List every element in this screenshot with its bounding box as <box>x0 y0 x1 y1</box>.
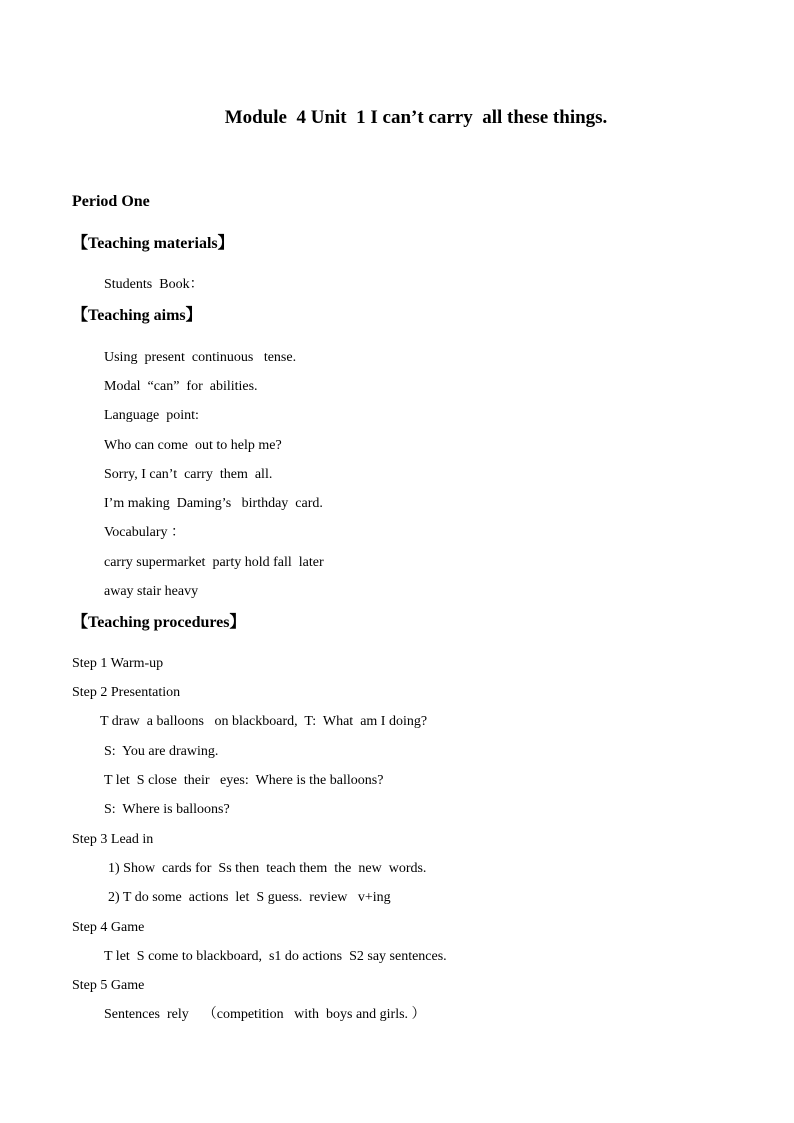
procedure-line: Sentences rely （competition with boys and girls. ） <box>104 1007 426 1022</box>
section-heading-aims: 【Teaching aims】 <box>72 307 202 324</box>
period-label: Period One <box>72 193 150 210</box>
procedure-step: Step 2 Presentation <box>72 685 181 700</box>
procedure-line: S: Where is balloons? <box>104 802 230 817</box>
aims-line: Vocabulary ： <box>104 525 185 540</box>
aims-line: Who can come out to help me? <box>104 438 282 453</box>
procedure-line: T let S close their eyes: Where is the balloons? <box>104 773 384 788</box>
aims-line: Using present continuous tense. <box>104 350 297 365</box>
procedure-step: Step 1 Warm-up <box>72 656 164 671</box>
procedure-line: S: You are drawing. <box>104 744 219 759</box>
procedure-step: Step 4 Game <box>72 920 145 935</box>
procedure-line: T draw a balloons on blackboard, T: What am I doing? <box>100 714 428 729</box>
procedure-line: 1) Show cards for Ss then teach them the new words. <box>108 861 427 876</box>
aims-line: away stair heavy <box>104 584 199 599</box>
materials-line: Students Book： <box>104 277 204 292</box>
procedure-step: Step 3 Lead in <box>72 832 154 847</box>
aims-line: I’m making Daming’s birthday card. <box>104 496 323 511</box>
section-heading-materials: 【Teaching materials】 <box>72 235 234 252</box>
section-heading-procedures: 【Teaching procedures】 <box>72 614 246 631</box>
procedure-line: 2) T do some actions let S guess. review v+ing <box>108 890 391 905</box>
document-title: Module 4 Unit 1 I can’t carry all these things. <box>224 107 608 128</box>
aims-line: Sorry, I can’t carry them all. <box>104 467 273 482</box>
procedure-line: T let S come to blackboard, s1 do actions S2 say sentences. <box>104 949 447 964</box>
aims-line: Modal “can” for abilities. <box>104 379 258 394</box>
procedure-step: Step 5 Game <box>72 978 145 993</box>
aims-line: carry supermarket party hold fall later <box>104 555 324 570</box>
aims-line: Language point: <box>104 408 199 423</box>
